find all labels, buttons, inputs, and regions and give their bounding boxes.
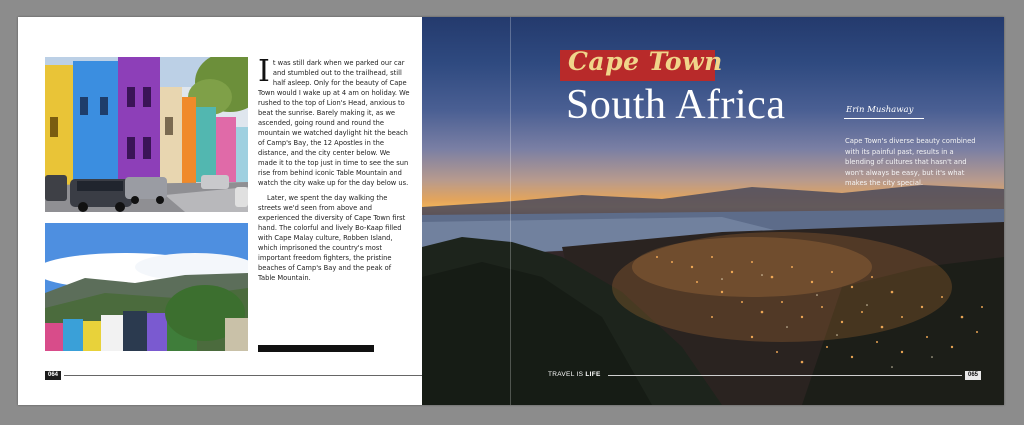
bo-kaap-houses-photo (45, 57, 248, 212)
footer-rule-right (608, 375, 962, 376)
article-paragraph-2: Later, we spent the day walking the streets we'd seen from above and experienced the diversity of Cape Town first hand. The colorful and lively Bo-Kaap filled with Cape Malay culture, Robben Island, which imprisoned the country's most important freedom fighters, the pristine beaches of Camp's Bay and the peak of Table Mountain. (258, 194, 406, 282)
decorative-bar (258, 345, 374, 352)
brand-prefix: TRAVEL IS (548, 371, 586, 378)
brand-suffix: LIFE (585, 371, 601, 378)
page-number-right: 065 (965, 371, 981, 380)
page-number-left: 064 (45, 371, 61, 380)
author-name: Erin Mushaway (846, 105, 914, 115)
table-mountain-photo (45, 223, 248, 351)
page-fold (510, 17, 511, 405)
left-page (18, 17, 422, 405)
brand-tagline (548, 371, 601, 378)
intro-text: Cape Town's diverse beauty combined with its painful past, results in a blending of cultures that hasn't and won't always be easy, but it's what makes the city special. (845, 137, 976, 187)
dropcap: I (258, 54, 270, 89)
article-text (258, 54, 410, 283)
title-south-africa: South Africa (566, 82, 786, 128)
title-cape-town: Cape Town (568, 47, 723, 76)
author-rule (844, 118, 924, 119)
magazine-spread (18, 17, 1004, 405)
right-page (422, 17, 1004, 405)
article-paragraph-1 (258, 54, 410, 188)
footer-rule-left (64, 375, 422, 376)
paragraph-1-text: t was still dark when we parked our car and stumbled out to the trailhead, still half asleep. Only for the beauty of Cape Town would I wake up at 4 am on holiday. We rushed to the top of Lion's Head, anxious to beat the sunrise. Barely making it, as we ascended, going round and round the mountain we watched daylight hit the beach of Camp's Bay, the 12 Apostles in the distance, and the city center below. We made it to the top just in time to see the sun rise from behind iconic Table Mountain and watch the city wake up for the day below us. (258, 59, 410, 187)
